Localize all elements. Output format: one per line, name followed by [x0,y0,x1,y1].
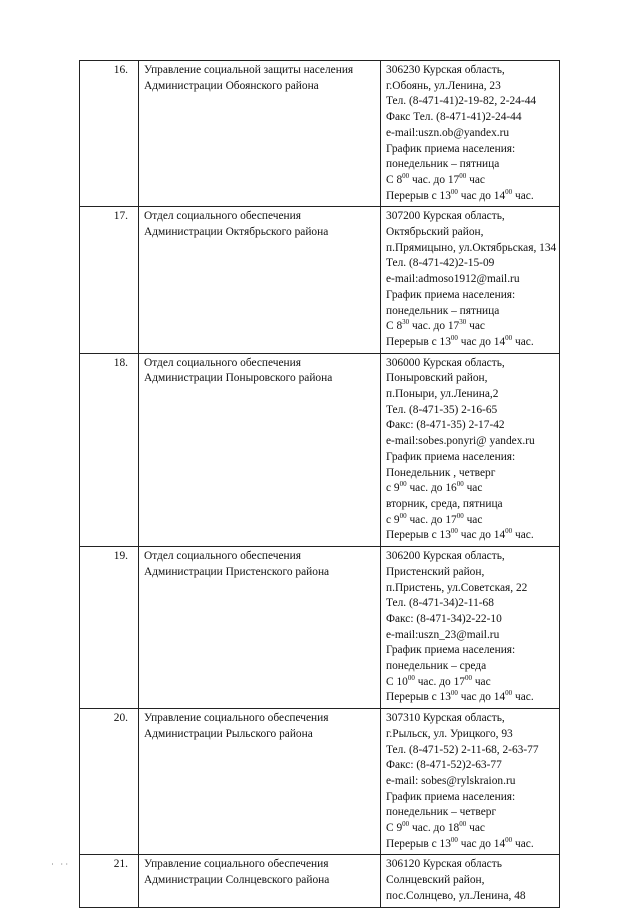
reception-hours-suffix: час [466,173,485,186]
address-line: 307310 Курская область, [386,712,505,725]
reception-hours [386,319,556,335]
reception-hours-middle: час. до 17 [409,173,460,186]
lunch-break-suffix: час. [512,335,534,348]
offices-table-body [80,61,560,908]
reception-hours [386,173,556,189]
email-line: e-mail: sobes@rylskraion.ru [386,774,516,787]
address-line: г.Рыльск, ул. Урицкого, 93 [386,727,513,740]
lunch-break-prefix: Перерыв с 13 [386,189,451,202]
lunch-break-from-minutes: 00 [450,333,458,342]
table-row [80,61,560,207]
lunch-break-to-minutes: 00 [505,835,513,844]
email-line: e-mail:uszn_23@mail.ru [386,628,500,641]
lunch-break-prefix: Перерыв с 13 [386,837,451,850]
row-number: 18. [80,353,139,546]
lunch-break-from-minutes: 00 [450,689,458,698]
reception-hours-suffix: час [471,675,491,688]
address-line: 306200 Курская область, [386,550,505,563]
address-line: 306120 Курская область [386,858,502,871]
reception-hours-prefix: С 10 [386,675,408,688]
reception-days: понедельник – четверг [386,806,497,819]
table-row [80,855,560,907]
row-number: 17. [80,207,139,353]
schedule-label: График приема населения: [386,450,516,463]
reception-days: понедельник – пятница [386,304,500,317]
reception-hours [386,821,556,837]
schedule-label: График приема населения: [386,790,516,803]
lunch-break [386,335,556,351]
fax-line: Факс: (8-471-34)2-22-10 [386,612,502,625]
contact-info [381,709,560,855]
office-name: Отдел социального обеспечения Администрации Пристенского района [139,547,381,709]
lunch-break-middle: час до 14 [457,335,506,348]
lunch-break-suffix: час. [512,837,534,850]
address-line: п.Пристень, ул.Советская, 22 [386,581,528,594]
address-line: 307200 Курская область, [386,210,505,223]
address-line: 306230 Курская область, [386,64,505,76]
reception-hours-prefix: С 8 [386,320,403,333]
lunch-break [386,690,556,706]
reception-hours-from-minutes: 00 [407,673,415,682]
office-name: Управление социальной защиты населения Администрации Обоянского района [139,61,381,207]
row-number: 20. [80,709,139,855]
lunch-break-prefix: Перерыв с 13 [386,691,451,704]
fax-line: Факс Тел. (8-471-41)2-24-44 [386,111,522,124]
reception-hours-2-prefix: с 9 [386,513,400,526]
row-number: 21. [80,855,139,907]
reception-hours-middle: час. до 17 [409,320,460,333]
address-line: г.Обоянь, ул.Ленина, 23 [386,79,501,92]
row-number: 16. [80,61,139,207]
lunch-break-middle: час до 14 [457,189,506,202]
reception-hours-to-minutes: 30 [459,318,467,327]
lunch-break-suffix: час. [512,529,534,542]
phone-line: Тел. (8-471-42)2-15-09 [386,257,495,270]
lunch-break [386,528,556,544]
address-line: п.Поныри, ул.Ленина,2 [386,388,499,401]
offices-table [79,60,560,908]
reception-days: понедельник – среда [386,660,487,673]
office-name: Управление социального обеспечения Администрации Рыльского района [139,709,381,855]
reception-hours-prefix: с 9 [386,482,400,495]
reception-hours-2-middle: час. до 17 [406,513,457,526]
reception-hours-2-suffix: час [463,513,483,526]
reception-hours-prefix: С 8 [386,173,403,186]
lunch-break-middle: час до 14 [457,691,506,704]
schedule-label: График приема населения: [386,644,516,657]
table-row [80,353,560,546]
reception-hours-middle: час. до 16 [406,482,457,495]
reception-hours-2-from-minutes: 00 [399,511,407,520]
address-line: п.Прямицыно, ул.Октябрьская, 134 [386,241,557,254]
lunch-break-prefix: Перерыв с 13 [386,335,451,348]
lunch-break-suffix: час. [512,691,534,704]
document-page [79,60,560,908]
address-line: Поныровский район, [386,372,488,385]
reception-hours-to-minutes: 00 [459,820,467,829]
lunch-break-to-minutes: 00 [505,333,513,342]
reception-hours-suffix: час [463,482,483,495]
address-line: Октябрьский район, [386,226,484,239]
address-line: пос.Солнцево, ул.Ленина, 48 [386,889,526,902]
lunch-break-from-minutes: 00 [450,187,458,196]
schedule-label: График приема населения: [386,142,516,155]
fax-line: Факс: (8-471-52)2-63-77 [386,759,502,772]
phone-line: Тел. (8-471-35) 2-16-65 [386,403,498,416]
contact-info [381,353,560,546]
table-row [80,709,560,855]
lunch-break-middle: час до 14 [457,529,506,542]
phone-line: Тел. (8-471-52) 2-11-68, 2-63-77 [386,743,539,756]
reception-hours-prefix: С 9 [386,822,403,835]
lunch-break-to-minutes: 00 [505,187,513,196]
office-name: Управление социального обеспечения Администрации Солнцевского района [139,855,381,907]
reception-hours-middle: час. до 17 [414,675,465,688]
phone-line: Тел. (8-471-34)2-11-68 [386,597,494,610]
lunch-break-middle: час до 14 [457,837,506,850]
reception-days-2: вторник, среда, пятница [386,497,503,510]
fax-line: Факс: (8-471-35) 2-17-42 [386,419,505,432]
reception-hours-suffix: час [466,822,485,835]
reception-days: Понедельник , четверг [386,466,496,479]
address-line: Пристенский район, [386,565,485,578]
reception-hours-to-minutes: 00 [464,673,472,682]
contact-info [381,207,560,353]
email-line: e-mail:sobes.ponyri@ yandex.ru [386,435,535,448]
lunch-break-suffix: час. [512,189,534,202]
contact-info [381,61,560,207]
row-number: 19. [80,547,139,709]
reception-hours-to-minutes: 00 [459,171,467,180]
reception-hours [386,675,556,691]
reception-hours [386,481,556,497]
lunch-break [386,837,556,853]
lunch-break-from-minutes: 00 [450,835,458,844]
reception-hours-to-minutes: 00 [456,480,464,489]
address-line: 306000 Курская область, [386,356,505,369]
lunch-break [386,189,556,205]
email-line: e-mail:admoso1912@mail.ru [386,273,520,286]
table-row [80,207,560,353]
lunch-break-to-minutes: 00 [505,527,513,536]
contact-info [381,855,560,907]
reception-hours-from-minutes: 00 [402,820,410,829]
office-name: Отдел социального обеспечения Администрации Поныровского района [139,353,381,546]
contact-info [381,547,560,709]
table-row [80,547,560,709]
reception-hours-from-minutes: 00 [399,480,407,489]
lunch-break-prefix: Перерыв с 13 [386,529,451,542]
office-name: Отдел социального обеспечения Администрации Октябрьского района [139,207,381,353]
reception-hours-2 [386,513,556,529]
schedule-label: График приема населения: [386,288,516,301]
lunch-break-to-minutes: 00 [505,689,513,698]
reception-hours-2-to-minutes: 00 [456,511,464,520]
address-line: Солнцевский район, [386,874,485,887]
reception-hours-suffix: час [466,320,485,333]
phone-line: Тел. (8-471-41)2-19-82, 2-24-44 [386,95,537,108]
reception-hours-from-minutes: 30 [402,318,410,327]
email-line: e-mail:uszn.ob@yandex.ru [386,126,510,139]
reception-hours-from-minutes: 00 [402,171,410,180]
lunch-break-from-minutes: 00 [450,527,458,536]
reception-hours-middle: час. до 18 [409,822,460,835]
page-marks: ˙ ˙˙ [51,862,71,872]
reception-days: понедельник – пятница [386,158,500,171]
